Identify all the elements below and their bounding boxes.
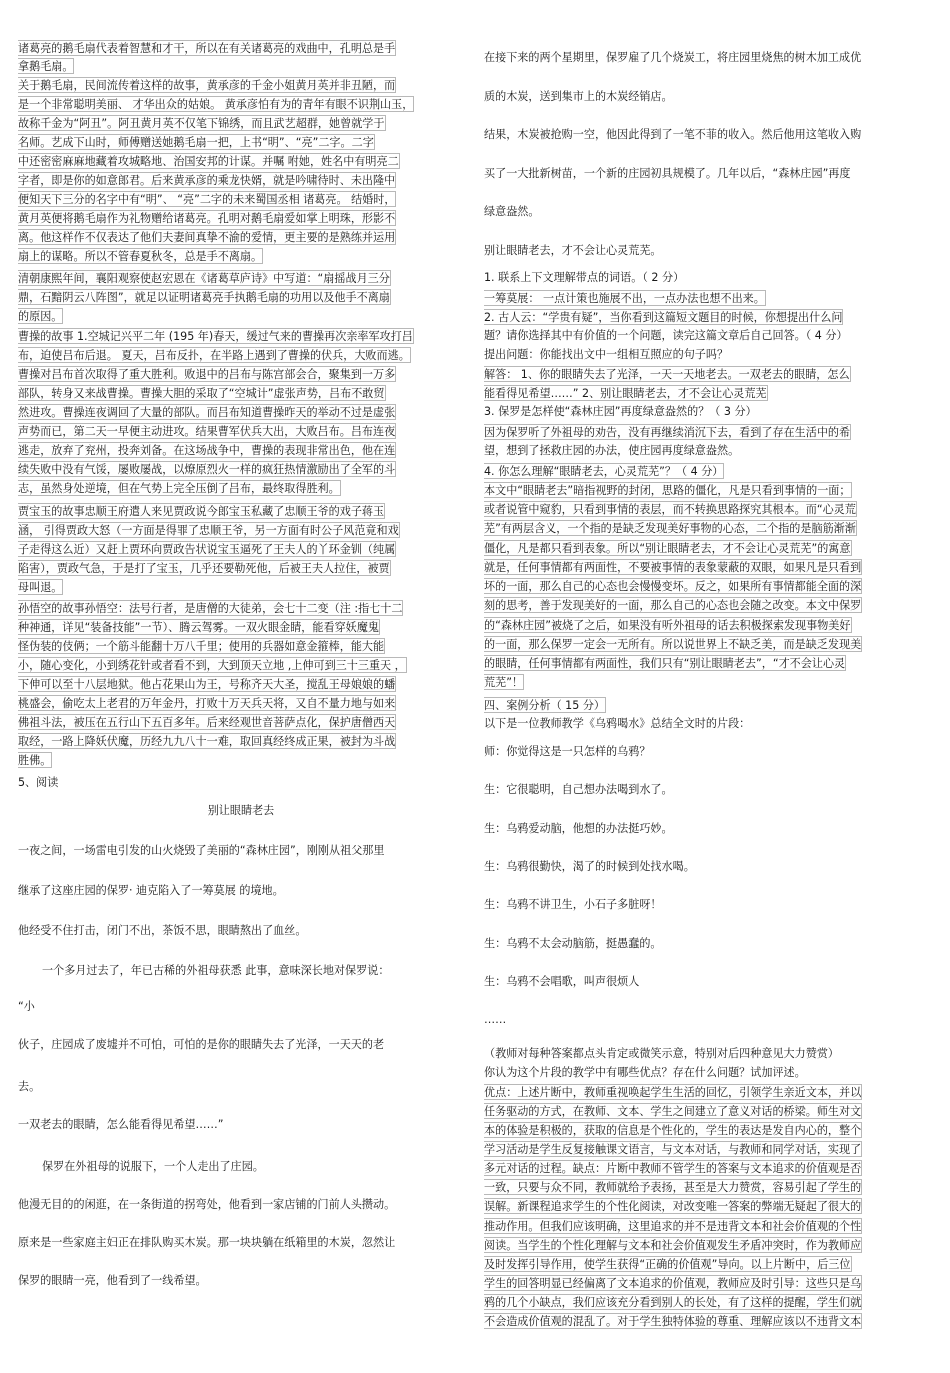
text-line: 一致，只要与众不同，教师就给予表扬，甚至是大力赞赏，容易引起了学生的 <box>484 1181 862 1194</box>
text-line: 优点：上述片断中，教师重视唤起学生生活的回忆，引领学生亲近文本，并以 <box>484 1086 862 1099</box>
text-line: 解答： 1、你的眼睛失去了光泽，一天一天地老去。一双老去的眼睛，怎么 <box>484 368 850 381</box>
text-line: 的原因。 <box>18 310 63 323</box>
text-line: 他漫无目的的闲逛，在一条街道的拐弯处，他看到一家店铺的门前人头攒动。 <box>18 1198 396 1211</box>
text-line: 志，虽然身处逆境，但在气势上完全压倒了吕布，最终取得胜利。 <box>18 482 340 495</box>
text-line: 伙子，庄园成了废墟并不可怕，可怕的是你的眼睛失去了光泽，一天天的老 <box>18 1038 385 1051</box>
text-line: 结果，木炭被抢购一空，他因此得到了一笔不菲的收入。然后他用这笔收入购 <box>484 128 862 141</box>
text-line: 怪伪装的伎俩；一个筋斗能翻十万八千里；使用的兵器如意金箍棒，能大能 <box>18 640 385 653</box>
text-line: 及时发挥引导作用，使学生获得“正确的价值观”导向。以上片断中，后三位 <box>484 1258 851 1271</box>
text-line: 子走得这么近）又赶上贾环向贾政告状说宝玉逼死了王夫人的丫环金钏（纯属 <box>18 543 396 556</box>
text-line: 逃走，放弃了兖州，投奔刘备。在这场战争中，曹操的表现非常出色，他在连 <box>18 444 396 457</box>
text-line: 学习活动是学生反复接触课文语言，与文本对话，与教师和同学对话，实现了 <box>484 1143 862 1156</box>
text-line: …… <box>484 1013 507 1026</box>
text-line: 3. 保罗是怎样使“森林庄园”再度绿意盎然的？（ 3 分） <box>484 405 757 418</box>
text-line: 一筹莫展： 一点计策也施展不出，一点办法也想不出来。 <box>484 292 765 305</box>
text-line: 扇上的谋略。所以不管春夏秋冬，总是手不离扇。 <box>18 250 263 263</box>
text-line: “小 <box>18 1000 35 1013</box>
text-line: 质的木炭，送到集市上的木炭经销店。 <box>484 90 673 103</box>
text-line: 本的体验是积极的，获取的信息是个性化的，学生的表达是发自内心的，整个 <box>484 1124 862 1137</box>
text-line: 刻的思考，善于发现美好的一面，那么自己的心态也会随之改变。本文中保罗 <box>484 599 862 612</box>
text-line: 名师。艺成下山时，师傅赠送她鹅毛扇一把，上书“明”、“亮”二字。二字 <box>18 136 374 149</box>
text-line: 阅读。当学生的个性化理解与文本和社会价值观发生矛盾冲突时，作为教师应 <box>484 1239 862 1252</box>
text-line: 原来是一些家庭主妇正在排队购买木炭。那一块块躺在纸箱里的木炭，忽然让 <box>18 1236 396 1249</box>
text-line: 生：乌鸦不讲卫生，小石子多脏呀！ <box>484 898 662 911</box>
text-line: 生：乌鸦很勤快，渴了的时候到处找水喝。 <box>484 860 695 873</box>
text-line: 涵， 引得贾政大怒（一方面是得罪了忠顺王爷，另一方面有时公子风范竟和戏 <box>18 524 399 537</box>
text-line: 不会造成价值观的混乱了。对于学生独特体验的尊重、理解应该以不违背文本 <box>484 1315 862 1328</box>
text-line: 一夜之间，一场雷电引发的山火烧毁了美丽的“森林庄园”，刚刚从祖父那里 <box>18 844 385 857</box>
text-line: 然进攻。曹操连夜调回了大量的部队。而吕布知道曹操昨天的举动不过是虚张 <box>18 406 396 419</box>
text-line: （教师对每种答案都点头肯定或微笑示意，特别对后四种意见大力赞赏） <box>484 1047 840 1060</box>
text-line: 能看得见希望……” 2、别让眼睛老去，才不会让心灵荒芜 <box>484 387 767 400</box>
text-line: 保罗的眼睛一亮，他看到了一线希望。 <box>18 1274 207 1287</box>
text-line: 的“森林庄园”被烧了之后，如果没有听外祖母的话去积极探索发现事物美好 <box>484 619 851 632</box>
text-line: 小，随心变化，小到绣花针或者看不到，大到顶天立地 ,上伸可到三十三重天 ， <box>18 659 406 672</box>
text-line: 拿鹅毛扇。 <box>18 60 74 73</box>
text-line: 本文中“眼睛老去”暗指视野的封闭，思路的僵化，凡是只看到事情的一面； <box>484 484 851 497</box>
text-line: 僵化，凡是都只看到表象。所以“别让眼睛老去，才不会让心灵荒芜”的寓意 <box>484 542 851 555</box>
text-line: 字者，即是你的如意郎君。后来黄承彦的乘龙快婿，就是吟啸待时、未出隆中 <box>18 174 396 187</box>
text-line: 一双老去的眼睛，怎么能看得见希望……” <box>18 1118 224 1131</box>
text-line: 题？请你选择其中有价值的一个问题，读完这篇文章后自己回答。（ 4 分） <box>484 329 848 342</box>
text-line: 买了一大批新树苗，一个新的庄园初具规模了。几年以后，“森林庄园”再度 <box>484 167 851 180</box>
text-line: 的一面，那么保罗一定会一无所有。所以说世界上不缺乏美，而是缺乏发现美 <box>484 638 862 651</box>
text-line: 下伸可以至十八层地狱。他占花果山为王，号称齐天大圣，搅乱王母娘娘的蟠 <box>18 678 396 691</box>
text-line: 种神通，详见“装备技能”一节）、腾云驾雾。一双火眼金睛，能看穿妖魔鬼 <box>18 621 379 634</box>
text-line: 清朝康熙年间，襄阳观察使赵宏恩在《诸葛草庐诗》中写道：“扇摇战月三分 <box>18 272 390 285</box>
text-line: 坏的一面，那么自己的心态也会慢慢变坏。反之，如果所有事情都能全面的深 <box>484 580 862 593</box>
text-line: 中还密密麻麻地藏着攻城略地、治国安邦的计谋。并嘱 咐她，姓名中有明亮二 <box>18 155 399 168</box>
text-line: 芜”有两层含义，一个指的是缺乏发现美好事物的心态，二个指的是脑筋渐渐 <box>484 522 856 535</box>
text-line: 声势而已，第二天一早便主动进攻。结果曹军伏兵大出，大败吕布。吕布连夜 <box>18 425 396 438</box>
text-line: 师：你觉得这是一只怎样的乌鸦？ <box>484 745 651 758</box>
text-line: 鼎，石黯阴云八阵图”，就足以证明诸葛亮手执鹅毛扇的功用以及他手不离扇 <box>18 291 390 304</box>
text-line: 荒芜”！ <box>484 676 524 689</box>
text-line: 四、案例分析（ 15 分） <box>484 699 606 712</box>
text-line: 或者说管中窥豹，只看到事情的表层，而不转换思路探究其根本。而“心灵荒 <box>484 503 856 516</box>
text-line: 布，迫使吕布后退。 夏天，吕布反扑，在半路上遇到了曹操的伏兵，大败而逃。 <box>18 349 410 362</box>
text-line: 孙悟空的故事孙悟空：法号行者，是唐僧的大徒弟，会七十二变（注 :指七十二 <box>18 602 403 615</box>
text-line: 生：它很聪明，自己想办法喝到水了。 <box>484 783 673 796</box>
text-line: 续失败中没有气馁，屡败屡战，以燎原烈火一样的疯狂热情激励出了全军的斗 <box>18 463 396 476</box>
text-line: 母叫退。 <box>18 581 63 594</box>
text-line: 部队，转身又来战曹操。曹操大胆的采取了“空城计”虚张声势，吕布不敢贸 <box>18 387 385 400</box>
text-line: 推动作用。但我们应该明确，这里追求的并不是违背文本和社会价值观的个性 <box>484 1220 862 1233</box>
text-line: 绿意盎然。 <box>484 205 540 218</box>
text-line: 生：乌鸦爱动脑，他想的办法挺巧妙。 <box>484 822 673 835</box>
text-line: 别让眼睛老去，才不会让心灵荒芜。 <box>484 244 662 257</box>
text-line: 曹操对吕布首次取得了重大胜利。败退中的吕布与陈宫部会合，聚集到一万多 <box>18 368 396 381</box>
text-line: 陷害），贾政气急，于是打了宝玉，几乎还要勒死他，后被王夫人拉住，被贾 <box>18 562 390 575</box>
text-line: 因为保罗听了外祖母的劝告，没有再继续消沉下去，看到了存在生活中的希 <box>484 426 851 439</box>
text-line: 多元对话的过程。缺点：片断中教师不管学生的答案与文本追求的价值观是否 <box>484 1162 862 1175</box>
text-line: 去。 <box>18 1080 41 1093</box>
text-line: 曹操的故事 1.空城记兴平二年 (195 年)春天，缓过气来的曹操再次亲率军攻打吕 <box>18 330 413 343</box>
text-line: 鸦的几个小缺点，我们应该充分看到别人的长处，有了这样的提醒，学生们就 <box>484 1296 862 1309</box>
text-line: 桃盛会，偷吃太上老君的万年金丹，打败十万天兵天将，又自不量力地与如来 <box>18 697 396 710</box>
text-line: 取经，一路上降妖伏魔，历经九九八十一难，取回真经终成正果，被封为斗战 <box>18 735 396 748</box>
text-line: 生：乌鸦不会唱歌，叫声很烦人 <box>484 975 640 988</box>
text-line: 是一个非常聪明美丽、 才华出众的姑娘。 黄承彦怕有为的青年有眼不识荆山玉， <box>18 98 414 111</box>
text-line: 离。他这样作不仅表达了他们夫妻间真挚不渝的爱情，更主要的是熟练并运用 <box>18 231 396 244</box>
text-line: 在接下来的两个星期里，保罗雇了几个烧炭工，将庄园里烧焦的树木加工成优 <box>484 51 862 64</box>
text-line: 2. 古人云：“学贵有疑”，当你看到这篇短文题目的时候，你想提出什么问 <box>484 311 843 324</box>
text-line: 他经受不住打击，闭门不出，茶饭不思，眼睛熬出了血丝。 <box>18 924 307 937</box>
text-line: 以下是一位教师教学《乌鸦喝水》总结全文时的片段： <box>484 717 751 730</box>
text-line: 胜佛。 <box>18 754 52 767</box>
text-line: 保罗在外祖母的说服下，一个人走出了庄园。 <box>42 1160 264 1173</box>
text-line: 就是，任何事情都有两面性，不要被事情的表象蒙蔽的双眼，如果凡是只看到 <box>484 561 862 574</box>
text-line: 故称千金为“阿丑”。阿丑黄月英不仅笔下锦绣，而且武艺超群，她曾就学于 <box>18 117 385 130</box>
text-line: 学生的回答明显已经偏离了文本追求的价值观，教师应及时引导：这些只是乌 <box>484 1277 862 1290</box>
text-line: 误解。新课程追求学生的个性化阅读，对改变唯一答案的弊端无疑起了很大的 <box>484 1200 862 1213</box>
text-line: 的眼睛，任何事情都有两面性，我们只有“别让眼睛老去”，“才不会让心灵 <box>484 657 846 670</box>
text-line: 1. 联系上下文理解带点的词语。（ 2 分） <box>484 271 685 284</box>
text-line: 提出问题：你能找出文中一组相互照应的句子吗？ <box>484 348 729 361</box>
text-line: 一个多月过去了，年已古稀的外祖母获悉 此事，意味深长地对保罗说： <box>42 964 390 977</box>
text-line: 你认为这个片段的教学中有哪些优点？存在什么问题？试加评述。 <box>484 1066 806 1079</box>
text-line: 别让眼睛老去 <box>207 804 275 817</box>
text-line: 佛祖斗法，被压在五行山下五百多年。后来经观世音菩萨点化，保护唐僧西天 <box>18 716 396 729</box>
text-line: 生：乌鸦不太会动脑筋，挺愚蠢的。 <box>484 937 662 950</box>
text-line: 望，想到了拯救庄园的办法，使庄园再度绿意盎然。 <box>484 444 740 457</box>
text-line: 诸葛亮的鹅毛扇代表着智慧和才干，所以在有关诸葛亮的戏曲中，孔明总是手 <box>18 42 396 55</box>
text-line: 任务驱动的方式，在教师、文本、学生之间建立了意义对话的桥梁。师生对文 <box>484 1105 862 1118</box>
text-line: 继承了这座庄园的保罗· 迪克陷入了一筹莫展 的境地。 <box>18 884 284 897</box>
text-line: 黄月英便将鹅毛扇作为礼物赠给诸葛亮。孔明对鹅毛扇爱如掌上明珠，形影不 <box>18 212 396 225</box>
text-line: 便知天下三分的名字中有“明”、 “亮”二字的未来蜀国丞相 诸葛亮。 结婚时， <box>18 193 396 206</box>
text-line: 4. 你怎么理解“眼睛老去，心灵荒芜”？（ 4 分） <box>484 465 724 478</box>
text-line: 5、阅读 <box>18 776 59 789</box>
text-line: 关于鹅毛扇，民间流传着这样的故事，黄承彦的千金小姐黄月英并非丑陋，而 <box>18 79 396 92</box>
text-line: 贾宝玉的故事忠顺王府遣人来见贾政说今郎宝玉私藏了忠顺王爷的戏子蒋玉 <box>18 505 385 518</box>
